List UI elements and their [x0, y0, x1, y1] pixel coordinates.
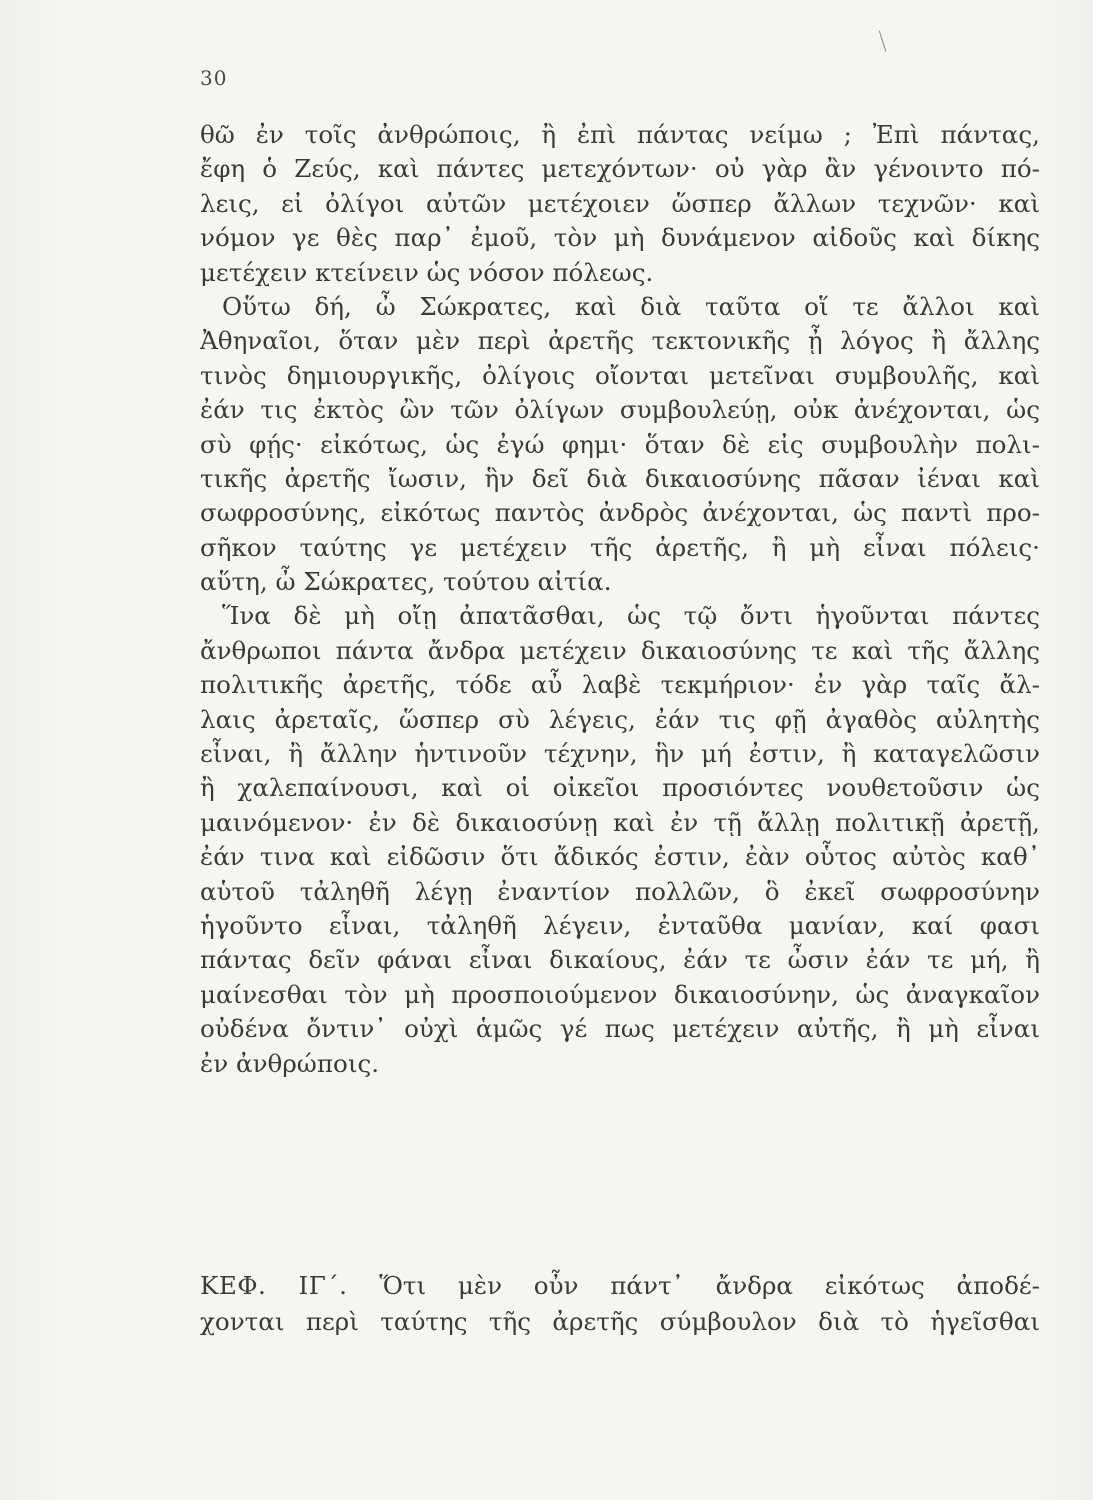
text-line: εἶναι, ἢ ἄλλην ἡντινοῦν τέχνην, ἣν μή ἐστιν, ἢ καταγελῶσιν: [200, 739, 1040, 769]
text-line: ἡγοῦντο εἶναι, τἀληθῆ λέγειν, ἐνταῦθα μανίαν, καί φασι: [200, 910, 1040, 940]
text-line: σωφροσύνης, εἰκότως παντὸς ἀνδρὸς ἀνέχονται, ὡς παντὶ προ-: [200, 498, 1040, 528]
text-line: χονται περὶ ταύτης τῆς ἀρετῆς σύμβουλον διὰ τὸ ἡγεῖσθαι: [200, 1307, 1040, 1336]
text-line: ἐάν τις ἐκτὸς ὢν τῶν ὀλίγων συμβουλεύῃ, οὐκ ἀνέχονται, ὡς: [200, 395, 1040, 425]
text-line: σὺ φῄς· εἰκότως, ὡς ἐγώ φημι· ὅταν δὲ εἰς συμβουλὴν πολι-: [200, 429, 1040, 459]
text-line: πάντας δεῖν φάναι εἶναι δικαίους, ἐάν τε ὦσιν ἐάν τε μή, ἢ: [200, 945, 1040, 975]
text-line: πολιτικῆς ἀρετῆς, τόδε αὖ λαβὲ τεκμήριον· ἐν γὰρ ταῖς ἄλ-: [200, 670, 1040, 700]
text-line: μετέχειν κτείνειν ὡς νόσον πόλεως.: [200, 257, 654, 287]
pencil-mark: [879, 30, 887, 51]
text-line: θῶ ἐν τοῖς ἀνθρώποις, ἢ ἐπὶ πάντας νείμω ; Ἐπὶ πάντας,: [200, 120, 1040, 149]
text-line: Ἀθηναῖοι, ὅταν μὲν περὶ ἀρετῆς τεκτονικῆς ᾖ λόγος ἢ ἄλλης: [200, 326, 1040, 356]
text-line: τικῆς ἀρετῆς ἴωσιν, ἣν δεῖ διὰ δικαιοσύνης πᾶσαν ἰέναι καὶ: [200, 463, 1040, 493]
chapter-section: [200, 1268, 1040, 1340]
text-line: μαίνεσθαι τὸν μὴ προσποιούμενον δικαιοσύνην, ὡς ἀναγκαῖον: [200, 979, 1040, 1009]
text-line: μαινόμενον· ἐν δὲ δικαιοσύνῃ καὶ ἐν τῇ ἄλλῃ πολιτικῇ ἀρετῇ,: [200, 807, 1040, 837]
text-line: τινὸς δημιουργικῆς, ὀλίγοις οἴονται μετεῖναι συμβουλῆς, καὶ: [200, 360, 1040, 390]
body-text: [200, 118, 1040, 1081]
paragraph-start-line: Ἵνα δὲ μὴ οἴῃ ἀπατᾶσθαι, ὡς τῷ ὄντι ἡγοῦνται πάντες: [222, 601, 1040, 631]
chapter-text: Ὅτι μὲν οὖν πάντ᾽ ἄνδρα εἰκότως ἀποδέ-: [379, 1271, 1040, 1300]
text-line: οὐδένα ὄντιν᾽ οὐχὶ ἁμῶς γέ πως μετέχειν αὐτῆς, ἢ μὴ εἶναι: [200, 1014, 1040, 1044]
text-line: λεις, εἰ ὀλίγοι αὐτῶν μετέχοιεν ὥσπερ ἄλλων τεχνῶν· καὶ: [200, 188, 1040, 218]
text-line: σῆκον ταύτης γε μετέχειν τῆς ἀρετῆς, ἢ μὴ εἶναι πόλεις·: [200, 532, 1040, 562]
text-line: ἐάν τινα καὶ εἰδῶσιν ὅτι ἄδικός ἐστιν, ἐὰν οὗτος αὐτὸς καθ᾽: [200, 842, 1040, 872]
text-line: λαις ἀρεταῖς, ὥσπερ σὺ λέγεις, ἐάν τις φῇ ἀγαθὸς αὐλητὴς: [200, 704, 1040, 734]
text-line: ἢ χαλεπαίνουσι, καὶ οἱ οἰκεῖοι προσιόντες νουθετοῦσιν ὡς: [200, 773, 1040, 803]
text-line: αὕτη, ὦ Σώκρατες, τούτου αἰτία.: [200, 567, 612, 597]
text-line: ἄνθρωποι πάντα ἄνδρα μετέχειν δικαιοσύνης τε καὶ τῆς ἄλλης: [200, 635, 1040, 665]
text-line: αὑτοῦ τἀληθῆ λέγῃ ἐναντίον πολλῶν, ὃ ἐκεῖ σωφροσύνην: [200, 876, 1040, 906]
text-line: ἐν ἀνθρώποις.: [200, 1048, 380, 1078]
text-line: ἔφη ὁ Ζεύς, καὶ πάντες μετεχόντων· οὐ γὰρ ἂν γένοιντο πό-: [200, 154, 1040, 184]
chapter-heading: ΚΕΦ. ΙΓ΄.: [200, 1271, 348, 1300]
paragraph-start-line: Οὕτω δή, ὦ Σώκρατες, καὶ διὰ ταῦτα οἵ τε ἄλλοι καὶ: [222, 291, 1040, 321]
text-line: νόμον γε θὲς παρ᾽ ἐμοῦ, τὸν μὴ δυνάμενον αἰδοῦς καὶ δίκης: [200, 223, 1040, 253]
page-number: 30: [200, 66, 228, 90]
chapter-first-line: [200, 1268, 1040, 1304]
